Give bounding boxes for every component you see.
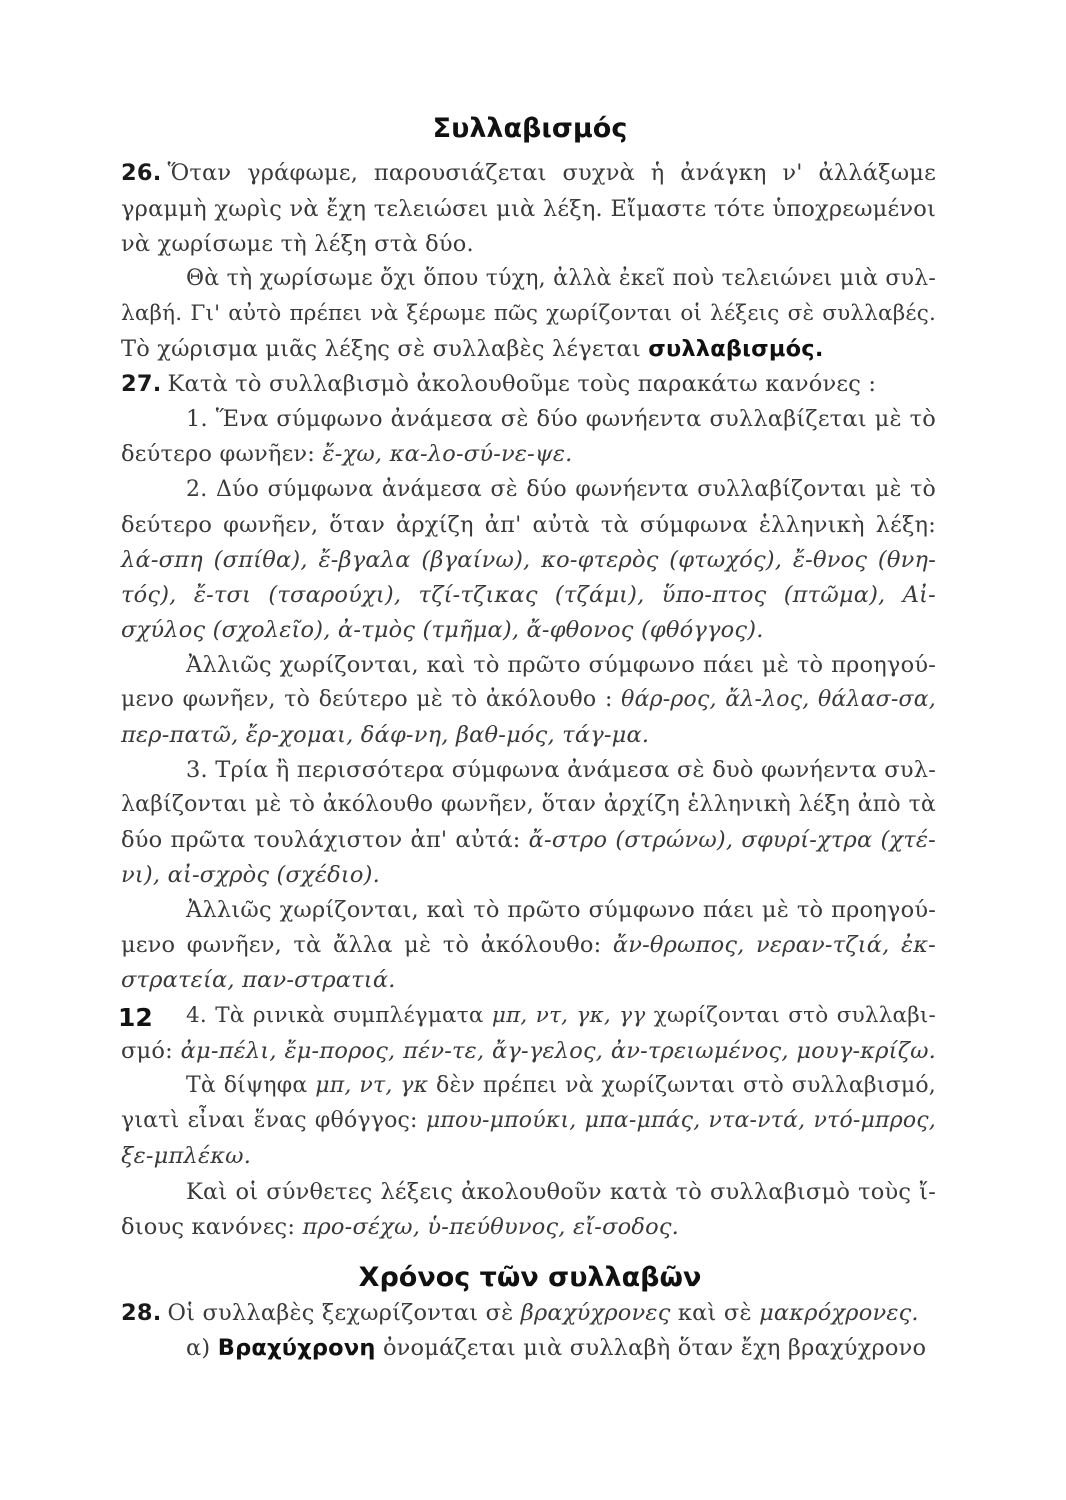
example-words: ἔ-χω, κα-λο-σύ-νε-ψε. [322, 441, 573, 467]
text-span: χωρίζονται στὸ συλλαβι- [653, 1003, 936, 1028]
rule-4-line [121, 1040, 936, 1063]
text-line [186, 1337, 926, 1360]
rule-2-examples: σχύλος (σχολεῖο), ἀ-τμὸς (τμῆμα), ἄ-φθονος (φθόγγος). [121, 617, 764, 643]
example-word: βραχύχρονες [520, 1300, 671, 1326]
text-span: Κατὰ τὸ συλλαβισμὸ ἀκολουθοῦμε τοὺς παρακάτω κανόνες : [167, 371, 877, 397]
text-span: μενο φωνῆεν, τὸ δεύτερο μὲ τὸ ἀκόλουθο : [121, 687, 613, 712]
rule-4-line [186, 1075, 936, 1097]
text-span: διους κανόνες: [121, 1214, 296, 1240]
example-words: ἄ-στρο (στρώνω), σφυρί-χτρα (χτέ- [528, 827, 936, 853]
rule-1-line: 1. Ἕνα σύμφωνο ἀνάμεσα σὲ δύο φωνήεντα συλλαβίζεται μὲ τὸ [186, 406, 936, 432]
rule-2-examples: περ-πατῶ, ἔρ-χομαι, δάφ-νη, βαθ-μός, τάγ-μα. [121, 722, 650, 748]
text-line [121, 338, 824, 361]
example-clusters: μπ, ντ, γκ [315, 1073, 429, 1098]
list-marker: α) [186, 1335, 211, 1361]
text-line [121, 162, 936, 185]
paragraph-number: 26. [121, 160, 162, 186]
rule-2-line: 2. Δύο σύμφωνα ἀνάμεσα σὲ δύο φωνήεντα συλλαβίζονται μὲ τὸ [186, 477, 936, 502]
rule-3-line: Ἀλλιῶς χωρίζονται, καὶ τὸ πρῶτο σύμφωνο πάει μὲ τὸ προηγού- [186, 897, 936, 923]
text-line: γραμμὴ χωρὶς νὰ ἔχη τελειώσει μιὰ λέξη. Εἴμαστε τότε ὑποχρεωμένοι [121, 196, 936, 222]
rule-3-line [121, 934, 936, 957]
text-span: 4. Τὰ ρινικὰ συμπλέγματα [186, 1003, 484, 1028]
rule-4-line [121, 1110, 936, 1132]
paragraph-number: 28. [121, 1300, 162, 1326]
text-span: μενο φωνῆεν, τὰ ἄλλα μὲ τὸ ἀκόλουθο: [121, 932, 602, 958]
text-span: Τὸ χώρισμα μιᾶς λέξης σὲ συλλαβὲς λέγεται [121, 336, 641, 362]
rule-5-line [121, 1216, 679, 1239]
term-syllabification: συλλαβισμός. [648, 336, 824, 362]
text-line [121, 373, 876, 396]
example-words: προ-σέχω, ὑ-πεύθυνος, εἴ-σοδος. [302, 1214, 680, 1240]
text-line: νὰ χωρίσωμε τὴ λέξη στὰ δύο. [121, 231, 474, 257]
rule-3-line: λαβίζονται μὲ τὸ ἀκόλουθο φωνῆεν, ὅταν ἀρχίζη ἑλληνικὴ λέξη ἀπὸ τὰ [121, 792, 936, 817]
rule-3-examples: στρατεία, παν-στρατιά. [121, 967, 396, 993]
paragraph-number: 27. [121, 371, 162, 397]
section-heading-syllabification: Συλλαβισμός [432, 113, 628, 144]
example-words: μπου-μπούκι, μπα-μπάς, ντα-ντά, ντό-μπρος, [425, 1108, 936, 1133]
rule-2-examples: λά-σπη (σπίθα), ἔ-βγαλα (βγαίνω), κο-φτερὸς (φτωχός), ἔ-θνος (θνη- [121, 547, 936, 573]
text-span: καὶ σὲ [677, 1300, 752, 1326]
text-line: Θὰ τὴ χωρίσωμε ὄχι ὅπου τύχη, ἀλλὰ ἐκεῖ ποὺ τελειώνει μιὰ συλ- [186, 266, 936, 291]
text-line [121, 1302, 919, 1325]
text-span: δεύτερο φωνῆεν: [121, 441, 316, 467]
text-span: σμό: [121, 1038, 173, 1064]
term-short-syllable: Βραχύχρονη [217, 1335, 376, 1361]
example-words: ἄν-θρωπος, νεραν-τζιά, ἐκ- [612, 932, 936, 958]
text-span: γιατὶ εἶναι ἕνας φθόγγος: [121, 1108, 418, 1133]
rule-3-line [121, 829, 936, 852]
rule-2-examples: τός), ἔ-τσι (τσαρούχι), τζί-τζικας (τζάμι), ὕπο-πτος (πτῶμα), Αἰ- [121, 582, 936, 608]
rule-3-line: 3. Τρία ἢ περισσότερα σύμφωνα ἀνάμεσα σὲ δυὸ φωνήεντα συλ- [186, 757, 936, 783]
section-heading-syllable-length: Χρόνος τῶν συλλαβῶν [358, 1262, 702, 1293]
page-number: 12 [118, 1003, 153, 1032]
rule-2-line: Ἀλλιῶς χωρίζονται, καὶ τὸ πρῶτο σύμφωνο πάει μὲ τὸ προηγού- [186, 652, 936, 678]
rule-4-line [186, 1005, 936, 1027]
rule-2-line: δεύτερο φωνῆεν, ὅταν ἀρχίζη ἀπ' αὐτὰ τὰ σύμφωνα ἑλληνικὴ λέξη: [121, 512, 936, 538]
text-span: δύο πρῶτα τουλάχιστον ἀπ' αὐτά: [121, 827, 521, 853]
rule-1-line [121, 443, 572, 466]
text-span: δὲν πρέπει νὰ χωρίζωνται στὸ συλλαβισμό, [436, 1073, 936, 1098]
example-word: μακρόχρονες. [759, 1300, 919, 1326]
text-span: ὀνομάζεται μιὰ συλλαβὴ ὅταν ἔχη βραχύχρονο [382, 1335, 927, 1361]
rule-4-examples: ξε-μπλέκω. [121, 1143, 252, 1169]
text-span: Ὅταν γράφωμε, παρουσιάζεται συχνὰ ἡ ἀνάγκη ν' ἀλλάξωμε [167, 160, 936, 186]
rule-2-line [121, 689, 936, 711]
text-span: Οἱ συλλαβὲς ξεχωρίζονται σὲ [167, 1300, 514, 1326]
rule-5-line: Καὶ οἱ σύνθετες λέξεις ἀκολουθοῦν κατὰ τὸ συλλαβισμὸ τοὺς ἴ- [186, 1179, 936, 1205]
text-line: λαβή. Γι' αὐτὸ πρέπει νὰ ξέρωμε πῶς χωρίζονται οἱ λέξεις σὲ συλλαβές. [121, 301, 936, 326]
example-words: θάρ-ρος, ἄλ-λος, θάλασ-σα, [621, 687, 936, 712]
example-clusters: μπ, ντ, γκ, γγ [491, 1003, 646, 1028]
rule-3-examples: νι), αἰ-σχρὸς (σχέδιο). [121, 862, 381, 888]
example-words: ἀμ-πέλι, ἔμ-πορος, πέν-τε, ἄγ-γελος, ἀν-τρειωμένος, μουγ-κρίζω. [180, 1038, 936, 1064]
text-span: Τὰ δίψηφα [186, 1073, 308, 1098]
